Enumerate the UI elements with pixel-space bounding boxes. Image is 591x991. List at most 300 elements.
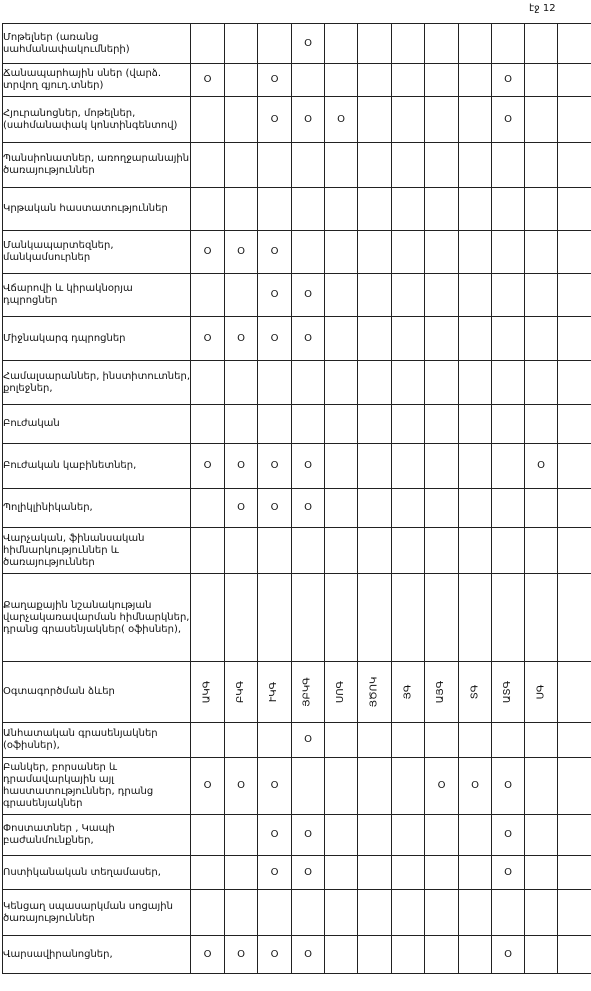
row-label: Կրթական հաստատություններ <box>3 188 191 231</box>
zone-code-header <box>425 662 459 723</box>
mark-cell <box>225 890 258 936</box>
mark-cell <box>358 489 392 528</box>
mark-cell: O <box>492 936 525 974</box>
mark-cell <box>358 97 392 143</box>
mark-cell <box>425 231 459 274</box>
mark-cell <box>191 856 225 890</box>
mark-cell <box>558 528 591 574</box>
mark-cell <box>292 64 325 97</box>
mark-cell <box>459 890 492 936</box>
mark-cell: O <box>325 97 358 143</box>
header-label: Օգտագործման ձևեր <box>3 662 191 723</box>
mark-cell <box>392 936 425 974</box>
mark-cell <box>325 64 358 97</box>
mark-cell <box>392 97 425 143</box>
table-row <box>3 274 591 317</box>
mark-cell <box>525 405 558 444</box>
mark-cell <box>358 274 392 317</box>
table-row <box>3 936 591 974</box>
mark-cell <box>292 574 325 662</box>
mark-cell <box>191 489 225 528</box>
mark-cell <box>492 24 525 64</box>
mark-cell <box>258 528 292 574</box>
mark-cell <box>325 444 358 489</box>
mark-cell: O <box>492 97 525 143</box>
mark-cell <box>425 274 459 317</box>
mark-cell: O <box>191 758 225 815</box>
mark-cell <box>425 24 459 64</box>
table-row <box>3 890 591 936</box>
mark-cell <box>258 890 292 936</box>
mark-cell <box>225 97 258 143</box>
mark-cell <box>258 361 292 405</box>
table-row <box>3 489 591 528</box>
mark-cell <box>492 723 525 758</box>
table-row <box>3 143 591 188</box>
mark-cell <box>558 143 591 188</box>
mark-cell <box>358 723 392 758</box>
mark-cell <box>525 361 558 405</box>
mark-cell: O <box>258 317 292 361</box>
mark-cell <box>392 405 425 444</box>
zone-code-header <box>525 662 558 723</box>
mark-cell <box>292 528 325 574</box>
mark-cell <box>258 574 292 662</box>
mark-cell <box>459 274 492 317</box>
mark-cell <box>558 444 591 489</box>
mark-cell <box>525 64 558 97</box>
mark-cell <box>425 815 459 856</box>
mark-cell <box>325 24 358 64</box>
mark-cell <box>191 188 225 231</box>
mark-cell <box>292 890 325 936</box>
mark-cell: O <box>492 758 525 815</box>
mark-cell <box>225 856 258 890</box>
mark-cell <box>358 317 392 361</box>
row-label: Մանկապարտեզներ, մանկամսուրներ <box>3 231 191 274</box>
mark-cell <box>525 936 558 974</box>
zone-code: ՍԳ <box>534 684 546 700</box>
row-label: Փոստատներ , Կապի բաժանմունքներ, <box>3 815 191 856</box>
mark-cell <box>358 890 392 936</box>
mark-cell <box>558 188 591 231</box>
mark-cell <box>392 231 425 274</box>
mark-cell <box>558 723 591 758</box>
mark-cell: O <box>258 64 292 97</box>
mark-cell <box>459 24 492 64</box>
mark-cell <box>459 64 492 97</box>
mark-cell: O <box>292 317 325 361</box>
mark-cell: O <box>258 489 292 528</box>
mark-cell <box>558 574 591 662</box>
mark-cell <box>325 890 358 936</box>
mark-cell <box>492 444 525 489</box>
table-row <box>3 856 591 890</box>
mark-cell: O <box>258 856 292 890</box>
mark-cell: O <box>225 231 258 274</box>
mark-cell <box>525 231 558 274</box>
mark-cell <box>392 188 425 231</box>
zone-code: ՅԳ <box>402 684 413 700</box>
mark-cell <box>191 274 225 317</box>
table-row <box>3 405 591 444</box>
table-row <box>3 815 591 856</box>
mark-cell <box>258 143 292 188</box>
table-row <box>3 64 591 97</box>
mark-cell: O <box>292 856 325 890</box>
mark-cell <box>358 188 392 231</box>
mark-cell <box>191 815 225 856</box>
mark-cell: O <box>492 815 525 856</box>
row-label: Պանսիոնատներ, առողջարանային ծառայություններ <box>3 143 191 188</box>
mark-cell <box>525 856 558 890</box>
zone-code-header <box>225 662 258 723</box>
mark-cell: O <box>525 444 558 489</box>
zone-code-header <box>459 662 492 723</box>
table-row <box>3 444 591 489</box>
table-row <box>3 723 591 758</box>
mark-cell <box>325 361 358 405</box>
mark-cell <box>358 758 392 815</box>
mark-cell: O <box>292 24 325 64</box>
mark-cell <box>558 97 591 143</box>
mark-cell <box>459 361 492 405</box>
mark-cell: O <box>492 64 525 97</box>
row-label: Բանկեր, բորսաներ և դրամավարկային այլ հաստատություններ, դրանց գրասենյակներ <box>3 758 191 815</box>
mark-cell <box>425 856 459 890</box>
mark-cell: O <box>292 936 325 974</box>
mark-cell <box>392 64 425 97</box>
mark-cell <box>492 188 525 231</box>
mark-cell <box>558 24 591 64</box>
mark-cell <box>392 758 425 815</box>
mark-cell <box>459 856 492 890</box>
mark-cell <box>325 274 358 317</box>
mark-cell <box>191 890 225 936</box>
zone-code: ԱԿԳ <box>201 680 213 704</box>
mark-cell <box>191 361 225 405</box>
mark-cell <box>558 758 591 815</box>
mark-cell <box>558 405 591 444</box>
zone-code-header <box>325 662 358 723</box>
mark-cell: O <box>258 936 292 974</box>
mark-cell <box>525 188 558 231</box>
mark-cell <box>525 574 558 662</box>
mark-cell <box>459 489 492 528</box>
mark-cell <box>292 758 325 815</box>
mark-cell <box>525 890 558 936</box>
mark-cell <box>358 528 392 574</box>
mark-cell <box>425 936 459 974</box>
row-label: Միջնակարգ դպրոցներ <box>3 317 191 361</box>
zone-code: ՅԲԿԳ <box>301 677 313 707</box>
mark-cell: O <box>258 758 292 815</box>
mark-cell <box>292 361 325 405</box>
mark-cell <box>325 317 358 361</box>
zone-code-header <box>292 662 325 723</box>
mark-cell <box>358 856 392 890</box>
mark-cell <box>525 528 558 574</box>
mark-cell <box>325 815 358 856</box>
mark-cell <box>392 890 425 936</box>
mark-cell: O <box>292 444 325 489</box>
mark-cell <box>258 24 292 64</box>
mark-cell <box>525 815 558 856</box>
page-number: էջ 12 <box>529 3 556 14</box>
mark-cell: O <box>191 231 225 274</box>
mark-cell: O <box>459 758 492 815</box>
mark-cell <box>392 444 425 489</box>
mark-cell <box>392 317 425 361</box>
mark-cell <box>358 936 392 974</box>
mark-cell <box>459 405 492 444</box>
mark-cell <box>325 489 358 528</box>
mark-cell <box>325 231 358 274</box>
mark-cell <box>525 143 558 188</box>
mark-cell: O <box>225 489 258 528</box>
mark-cell <box>225 528 258 574</box>
zone-code-header <box>191 662 225 723</box>
mark-cell <box>292 405 325 444</box>
mark-cell <box>525 758 558 815</box>
column-header-row <box>3 662 591 723</box>
mark-cell <box>325 936 358 974</box>
mark-cell <box>325 143 358 188</box>
mark-cell <box>358 231 392 274</box>
zone-code: ՍՈԳ <box>335 680 346 704</box>
mark-cell <box>492 528 525 574</box>
mark-cell <box>558 856 591 890</box>
zone-code-header <box>358 662 392 723</box>
row-label: Մոթելներ (առանց սահմանափակումների) <box>3 24 191 64</box>
row-label: Համալսարաններ, ինստիտուտներ, քոլեջներ, <box>3 361 191 405</box>
mark-cell <box>558 64 591 97</box>
mark-cell: O <box>191 317 225 361</box>
mark-cell <box>358 574 392 662</box>
mark-cell <box>459 231 492 274</box>
mark-cell: O <box>292 489 325 528</box>
mark-cell <box>459 815 492 856</box>
mark-cell <box>292 143 325 188</box>
mark-cell <box>392 489 425 528</box>
zone-code: ԱՅԳ <box>435 680 447 704</box>
mark-cell <box>558 274 591 317</box>
mark-cell: O <box>492 856 525 890</box>
mark-cell <box>459 317 492 361</box>
mark-cell: O <box>225 758 258 815</box>
mark-cell <box>558 489 591 528</box>
mark-cell <box>191 143 225 188</box>
row-label: Հյուրանոցներ, մոթելներ, (սահմանափակ կոնտինգենտով) <box>3 97 191 143</box>
mark-cell: O <box>258 231 292 274</box>
mark-cell <box>459 444 492 489</box>
row-label: Կենցաղ սպասարկման սոցային ծառայություններ <box>3 890 191 936</box>
mark-cell <box>191 723 225 758</box>
mark-cell <box>191 24 225 64</box>
mark-cell <box>225 574 258 662</box>
mark-cell <box>258 188 292 231</box>
mark-cell <box>492 361 525 405</box>
mark-cell <box>225 64 258 97</box>
mark-cell <box>392 274 425 317</box>
row-label: Պոլիկլինիկաներ, <box>3 489 191 528</box>
row-label: Ճանապարհային սներ (վարձ. տրվող գյուղ.տներ) <box>3 64 191 97</box>
mark-cell <box>459 97 492 143</box>
mark-cell <box>525 723 558 758</box>
mark-cell <box>392 574 425 662</box>
mark-cell <box>358 24 392 64</box>
mark-cell <box>225 723 258 758</box>
mark-cell <box>325 856 358 890</box>
mark-cell <box>425 723 459 758</box>
mark-cell <box>459 574 492 662</box>
row-label: Վարսավիրանոցներ, <box>3 936 191 974</box>
mark-cell <box>225 361 258 405</box>
mark-cell: O <box>191 936 225 974</box>
mark-cell <box>358 143 392 188</box>
mark-cell <box>258 723 292 758</box>
mark-cell <box>492 317 525 361</box>
mark-cell <box>459 528 492 574</box>
zone-code: ՏԳ <box>469 684 480 700</box>
mark-cell: O <box>258 97 292 143</box>
mark-cell: O <box>225 444 258 489</box>
mark-cell <box>225 274 258 317</box>
mark-cell: O <box>225 317 258 361</box>
mark-cell <box>459 936 492 974</box>
table-row <box>3 231 591 274</box>
mark-cell <box>392 143 425 188</box>
mark-cell <box>492 890 525 936</box>
row-label: Քաղաքային նշանակության վարչակառավարման հիմնարկներ, դրանց գրասենյակներ( օֆիսներ), <box>3 574 191 662</box>
mark-cell <box>325 758 358 815</box>
mark-cell <box>325 188 358 231</box>
mark-cell: O <box>292 97 325 143</box>
mark-cell <box>425 143 459 188</box>
mark-cell <box>392 723 425 758</box>
zone-code-header <box>392 662 425 723</box>
mark-cell <box>191 405 225 444</box>
mark-cell <box>191 528 225 574</box>
mark-cell <box>425 361 459 405</box>
zone-code-header <box>258 662 292 723</box>
mark-cell <box>492 405 525 444</box>
mark-cell <box>225 405 258 444</box>
mark-cell <box>425 188 459 231</box>
mark-cell <box>425 317 459 361</box>
mark-cell <box>492 574 525 662</box>
mark-cell <box>425 890 459 936</box>
mark-cell <box>558 317 591 361</box>
table-row <box>3 528 591 574</box>
row-label: Վճարովի և կիրակնօրյա դպրոցներ <box>3 274 191 317</box>
mark-cell <box>358 444 392 489</box>
mark-cell <box>459 188 492 231</box>
mark-cell <box>558 361 591 405</box>
mark-cell <box>325 574 358 662</box>
mark-cell <box>292 188 325 231</box>
row-label: Վարչական, ֆինանսական հիմնարկություններ և ծառայություններ <box>3 528 191 574</box>
table-row <box>3 574 591 662</box>
row-label: Անհատական գրասենյակներ (օֆիսներ), <box>3 723 191 758</box>
mark-cell <box>392 361 425 405</box>
mark-cell <box>525 489 558 528</box>
table-row <box>3 317 591 361</box>
zone-code: ՅԾՈԿ <box>368 676 380 708</box>
mark-cell <box>325 528 358 574</box>
mark-cell <box>392 24 425 64</box>
mark-cell <box>358 815 392 856</box>
mark-cell <box>325 723 358 758</box>
table-row <box>3 758 591 815</box>
table-row <box>3 188 591 231</box>
mark-cell: O <box>191 444 225 489</box>
row-label: Բուժական կաբինետներ, <box>3 444 191 489</box>
mark-cell <box>358 64 392 97</box>
mark-cell: O <box>292 274 325 317</box>
zone-code: ԱՏԳ <box>502 680 513 704</box>
zone-code-header <box>492 662 525 723</box>
mark-cell <box>492 489 525 528</box>
mark-cell <box>392 815 425 856</box>
mark-cell <box>492 274 525 317</box>
mark-cell <box>492 231 525 274</box>
mark-cell <box>358 361 392 405</box>
mark-cell <box>425 64 459 97</box>
zone-code-header <box>558 662 591 723</box>
mark-cell <box>425 574 459 662</box>
mark-cell: O <box>258 444 292 489</box>
mark-cell <box>558 815 591 856</box>
mark-cell <box>558 231 591 274</box>
mark-cell <box>191 574 225 662</box>
mark-cell <box>525 97 558 143</box>
mark-cell: O <box>425 758 459 815</box>
mark-cell <box>191 97 225 143</box>
mark-cell <box>459 143 492 188</box>
mark-cell <box>558 890 591 936</box>
land-use-table <box>2 23 591 974</box>
mark-cell <box>225 815 258 856</box>
mark-cell <box>425 97 459 143</box>
mark-cell <box>459 723 492 758</box>
mark-cell <box>392 528 425 574</box>
mark-cell: O <box>258 815 292 856</box>
mark-cell <box>425 528 459 574</box>
mark-cell <box>258 405 292 444</box>
row-label: Բուժական <box>3 405 191 444</box>
mark-cell: O <box>258 274 292 317</box>
mark-cell: O <box>225 936 258 974</box>
table-row <box>3 97 591 143</box>
mark-cell <box>425 444 459 489</box>
mark-cell <box>492 143 525 188</box>
row-label: Ոստիկանական տեղամասեր, <box>3 856 191 890</box>
mark-cell <box>558 936 591 974</box>
table-row <box>3 24 591 64</box>
mark-cell <box>425 489 459 528</box>
mark-cell: O <box>292 723 325 758</box>
zone-code: ԲԿԳ <box>235 680 246 704</box>
mark-cell <box>225 188 258 231</box>
mark-cell: O <box>191 64 225 97</box>
mark-cell <box>425 405 459 444</box>
mark-cell <box>225 24 258 64</box>
table-row <box>3 361 591 405</box>
mark-cell <box>525 24 558 64</box>
mark-cell <box>525 274 558 317</box>
mark-cell <box>358 405 392 444</box>
